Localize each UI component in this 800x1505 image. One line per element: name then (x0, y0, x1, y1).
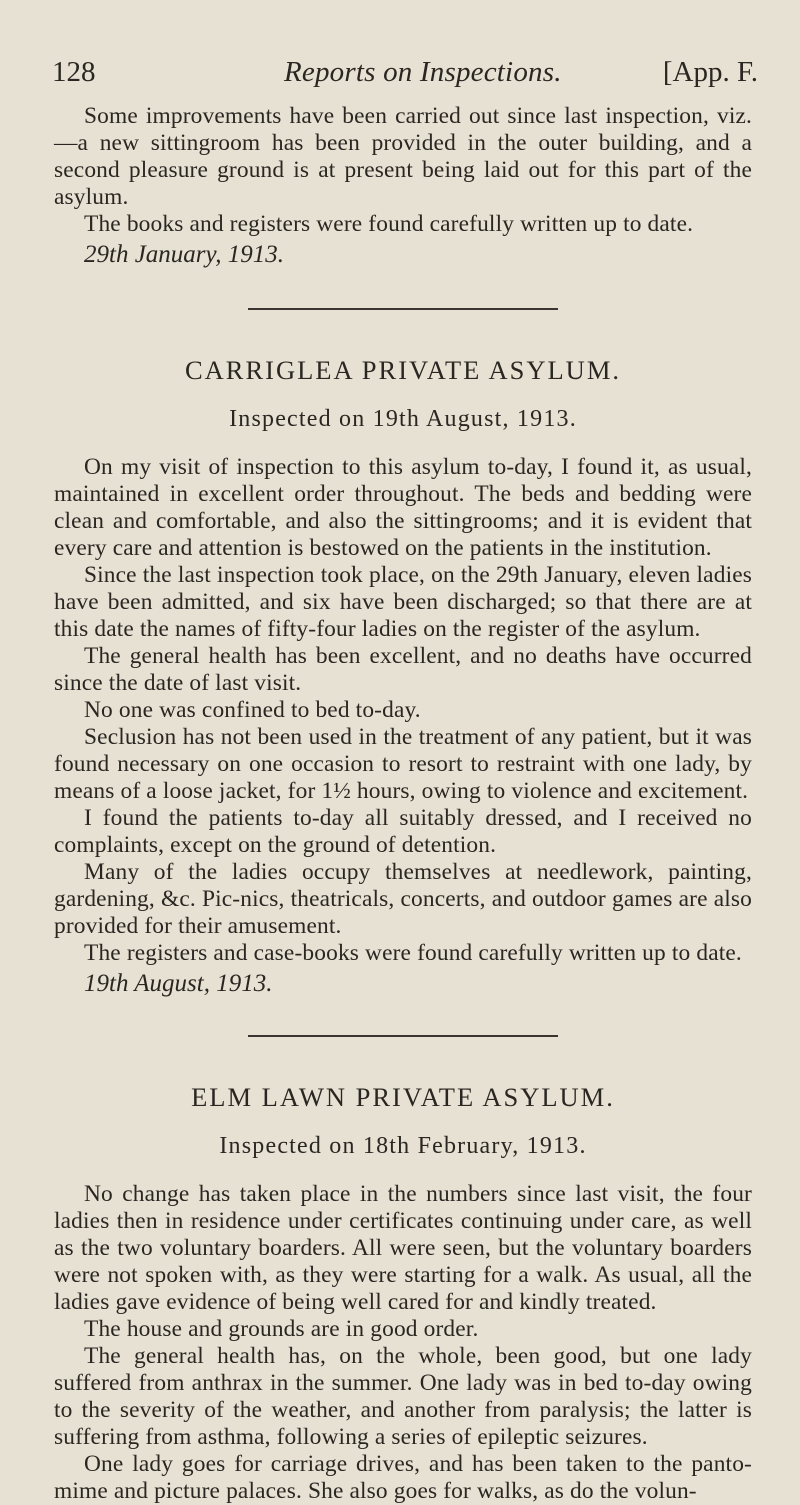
inspection-date: Inspected on 18th February, 1913. (219, 1133, 587, 1159)
section-heading: CARRIGLEA PRIVATE ASYLUM. (184, 355, 622, 385)
paragraph: The books and registers were found carefully written up to date. (84, 211, 694, 237)
paragraph: No one was confined to bed to-day. (84, 697, 421, 723)
paragraph: I found the patients to-day all suitably dressed, and I received no complaints, except on the ground of detention. (54, 805, 752, 858)
report-date: 29th January, 1913. (84, 241, 284, 268)
report-date: 19th August, 1913. (84, 970, 273, 997)
paragraph: Since the last inspection took place, on the 29th January, eleven ladies have been admitted, and six have been discharged; so that there are at this date the names of fifty-four ladies on the register of the asylum. (54, 562, 752, 642)
paragraph: On my visit of inspection to this asylum to-day, I found it, as usual, maintained in excellent order throughout. The beds and bedding were clean and comfortable, and also the sittingrooms; and it is evident that every care and attention is bestowed on the patients in the institution. (54, 454, 752, 561)
inspection-date: Inspected on 19th August, 1913. (229, 406, 577, 432)
section-previous-report (54, 103, 752, 270)
paragraph: Some improvements have been carried out since last inspection, viz.—a new sittingroom has been provided in the outer building, and a second pleasure ground is at present being laid out for this part of the asylum. (54, 103, 752, 210)
paragraph: The general health has been excellent, and no deaths have occurred since the date of last visit. (54, 643, 752, 696)
paragraph: The general health has, on the whole, been good, but one lady suffered from anthrax in the summer. One lady was in bed to-day owing to the severity of the weather, and another from paralysis; the latter is suffering from asthma, following a series of epileptic seizures. (54, 1343, 752, 1450)
running-head (52, 54, 758, 90)
section-carriglea (54, 354, 752, 999)
paragraph: No change has taken place in the numbers since last visit, the four ladies then in residence under certificates continuing under care, as well as the two voluntary boarders. All were seen, but the voluntary boarders were not spoken with, as they were starting for a walk. As usual, all the ladies gave evidence of being well cared for and kindly treated. (54, 1181, 752, 1315)
section-divider (248, 1035, 558, 1037)
section-elm-lawn (54, 1081, 752, 1505)
paragraph: The registers and case-books were found carefully written up to date. (84, 940, 742, 966)
section-divider (248, 308, 558, 310)
paragraph: One lady goes for carriage drives, and has been taken to the panto-mime and picture palaces. She also goes for walks, as do the volun- (54, 1451, 752, 1504)
section-heading: ELM LAWN PRIVATE ASYLUM. (191, 1082, 615, 1112)
paragraph: Many of the ladies occupy themselves at needlework, painting, gardening, &c. Pic-nics, theatricals, concerts, and outdoor games are also provided for their amusement. (54, 859, 752, 939)
running-head-title: Reports on Inspections. (284, 56, 562, 88)
page-number: 128 (52, 56, 96, 88)
paragraph: Seclusion has not been used in the treatment of any patient, but it was found necessary on one occasion to resort to restraint with one lady, by means of a loose jacket, for 1½ hours, owing to violence and excitement. (54, 724, 752, 804)
appendix-label: [App. F. (662, 56, 758, 88)
paragraph: The house and grounds are in good order. (84, 1316, 479, 1342)
